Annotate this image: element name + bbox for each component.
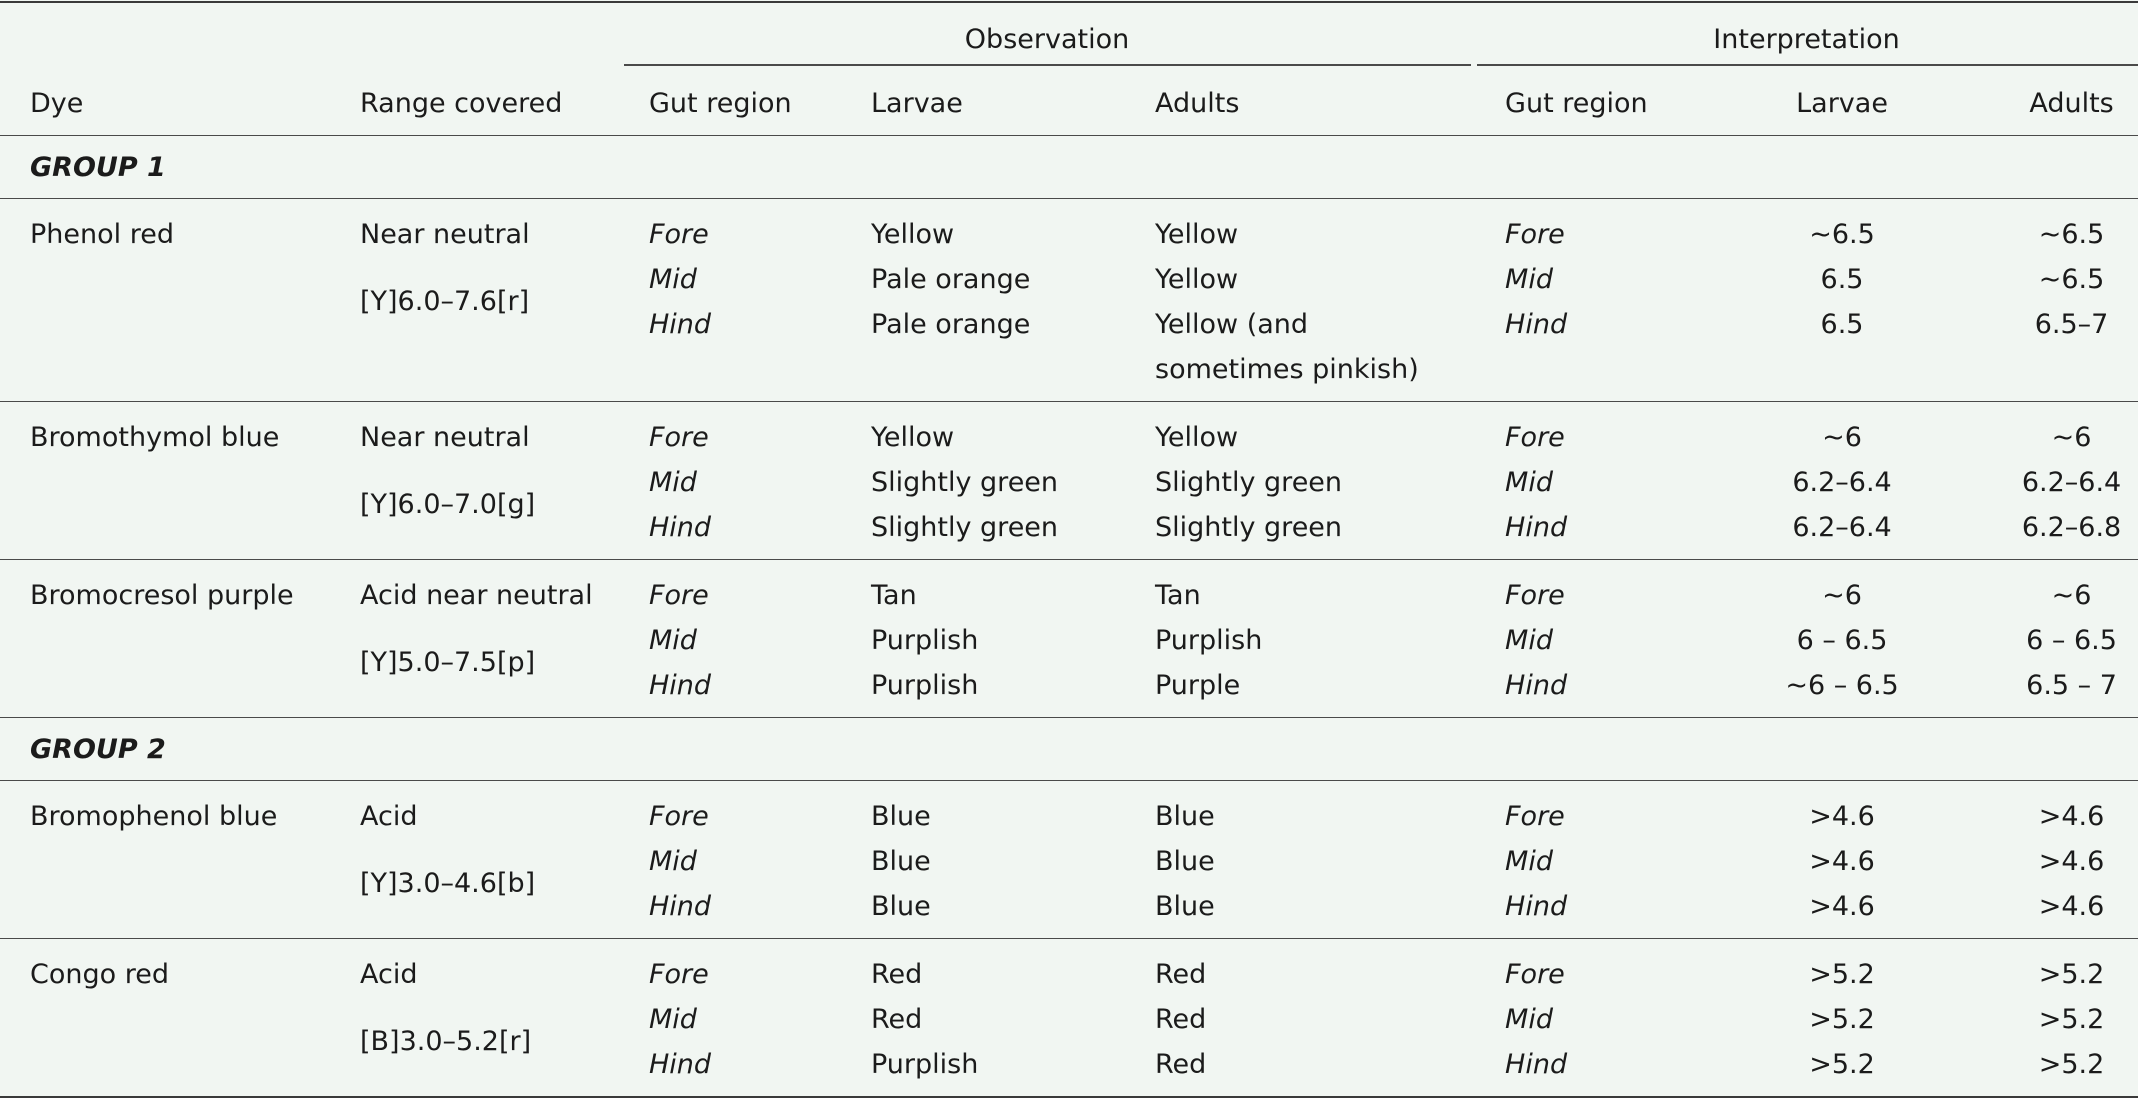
group-label: GROUP 1 xyxy=(30,151,166,183)
group-label: GROUP 2 xyxy=(30,733,166,765)
obs-adults-value-list xyxy=(1155,560,1475,717)
dye-cell-content xyxy=(30,560,330,627)
range-cell xyxy=(330,560,619,718)
int-gut-region-cell xyxy=(1475,939,1737,1098)
dye-cell-content xyxy=(30,199,330,266)
obs-adults-value: Yellow xyxy=(1155,219,1239,250)
obs-gut-region-list xyxy=(649,402,841,559)
range-value: [Y]5.0–7.5[p] xyxy=(360,647,536,678)
int-adults-value-cell xyxy=(1947,939,2138,1098)
obs-gut-region-list xyxy=(649,781,841,938)
observation-underline xyxy=(624,64,1471,66)
dye-cell xyxy=(0,939,330,1098)
range-value: [Y]3.0–4.6[b] xyxy=(360,868,536,899)
obs-larvae-value: Pale orange xyxy=(871,264,1031,295)
obs-adults-column-header: Adults xyxy=(1155,87,1240,119)
header-column-row xyxy=(0,71,2138,136)
int-gut-region: Mid xyxy=(1505,264,1553,295)
table-row xyxy=(0,402,2138,560)
dye-cell xyxy=(0,560,330,718)
obs-larvae-value: Blue xyxy=(871,801,931,832)
obs-gut-region: Hind xyxy=(649,309,712,340)
int-gut-region: Hind xyxy=(1505,1049,1568,1080)
header-group-row xyxy=(0,2,2138,71)
int-larvae-value: 6.5 xyxy=(1820,309,1864,340)
int-gut-region: Mid xyxy=(1505,467,1553,498)
obs-larvae-value-list xyxy=(871,199,1125,356)
int-gut-region: Hind xyxy=(1505,891,1568,922)
int-adults-value-list xyxy=(2005,560,2138,717)
range-value: [Y]6.0–7.0[g] xyxy=(360,489,536,520)
int-adults-value-list xyxy=(2005,199,2138,356)
obs-gut-region: Hind xyxy=(649,670,712,701)
int-adults-value: 6.5 – 7 xyxy=(2026,670,2117,701)
obs-gut-region: Fore xyxy=(649,801,709,832)
dye-cell-content xyxy=(30,781,330,848)
range-cell-content xyxy=(360,560,619,694)
obs-gut-region: Hind xyxy=(649,512,712,543)
obs-adults-value-cell xyxy=(1125,199,1475,402)
obs-gut-region: Mid xyxy=(649,846,697,877)
obs-larvae-column-header: Larvae xyxy=(871,87,963,119)
obs-adults-value: Tan xyxy=(1155,580,1201,611)
int-larvae-value-cell xyxy=(1737,560,1947,718)
range-spacer xyxy=(360,460,619,482)
int-larvae-value: >4.6 xyxy=(1809,801,1875,832)
int-larvae-value: 6 – 6.5 xyxy=(1796,625,1888,656)
range-cell-content xyxy=(360,781,619,915)
obs-gut-region: Fore xyxy=(649,959,709,990)
int-gut-region: Hind xyxy=(1505,512,1568,543)
obs-larvae-value-cell xyxy=(841,402,1125,560)
obs-adults-value-list xyxy=(1155,402,1475,559)
int-adults-value-list xyxy=(2005,781,2138,938)
int-adults-value: >5.2 xyxy=(2038,959,2105,990)
int-gut-region-list xyxy=(1505,402,1737,559)
range-cell-content xyxy=(360,402,619,536)
obs-gut-region-cell xyxy=(619,939,841,1098)
ph-dye-table xyxy=(0,1,2138,1098)
obs-larvae-value: Red xyxy=(871,1004,923,1035)
obs-larvae-value: Yellow xyxy=(871,422,955,453)
obs-gut-region-list xyxy=(649,199,841,356)
table-row xyxy=(0,560,2138,718)
int-adults-value: 6.5–7 xyxy=(2034,309,2109,340)
int-larvae-value: 6.2–6.4 xyxy=(1792,467,1892,498)
table-row xyxy=(0,939,2138,1098)
obs-adults-value: Yellow xyxy=(1155,422,1239,453)
obs-larvae-value: Purplish xyxy=(871,670,979,701)
range-spacer xyxy=(360,839,619,861)
obs-gut-region: Mid xyxy=(649,264,697,295)
int-adults-value: >4.6 xyxy=(2038,801,2105,832)
int-larvae-value: ∼6 xyxy=(1822,580,1862,611)
obs-adults-value-list xyxy=(1155,199,1475,401)
obs-larvae-value: Yellow xyxy=(871,219,955,250)
int-adults-value: ∼6.5 xyxy=(2038,264,2105,295)
int-gut-column-header: Gut region xyxy=(1505,87,1648,119)
obs-adults-value: Slightly green xyxy=(1155,512,1343,543)
int-larvae-value: ∼6 xyxy=(1822,422,1862,453)
obs-adults-value-list xyxy=(1155,781,1475,938)
obs-adults-value: sometimes pinkish) xyxy=(1155,354,1419,385)
obs-adults-value: Yellow (and xyxy=(1155,309,1309,340)
obs-gut-region-cell xyxy=(619,402,841,560)
int-larvae-value-cell xyxy=(1737,199,1947,402)
int-larvae-column-header: Larvae xyxy=(1796,87,1888,119)
int-gut-region: Fore xyxy=(1505,580,1565,611)
range-spacer xyxy=(360,618,619,640)
table-row xyxy=(0,199,2138,402)
obs-gut-region: Mid xyxy=(649,467,697,498)
obs-adults-value-cell xyxy=(1125,402,1475,560)
range-cell xyxy=(330,402,619,560)
int-larvae-value: >5.2 xyxy=(1809,1004,1875,1035)
int-adults-value: >5.2 xyxy=(2038,1004,2105,1035)
int-gut-region-cell xyxy=(1475,560,1737,718)
int-larvae-value: 6.5 xyxy=(1820,264,1864,295)
obs-larvae-value: Blue xyxy=(871,846,931,877)
obs-larvae-value: Slightly green xyxy=(871,467,1059,498)
obs-adults-value: Yellow xyxy=(1155,264,1239,295)
int-adults-value-list xyxy=(2005,939,2138,1096)
int-adults-value: ∼6.5 xyxy=(2038,219,2105,250)
interpretation-underline xyxy=(1477,64,2138,66)
obs-adults-value-cell xyxy=(1125,560,1475,718)
obs-adults-value: Red xyxy=(1155,1004,1207,1035)
obs-adults-value: Slightly green xyxy=(1155,467,1343,498)
obs-gut-region: Hind xyxy=(649,891,712,922)
int-gut-region: Fore xyxy=(1505,801,1565,832)
int-adults-value: >5.2 xyxy=(2038,1049,2105,1080)
int-gut-region: Fore xyxy=(1505,959,1565,990)
range-description: Acid xyxy=(360,801,418,832)
int-larvae-value-cell xyxy=(1737,781,1947,939)
dye-name: Phenol red xyxy=(30,219,174,250)
obs-adults-value: Purple xyxy=(1155,670,1241,701)
obs-larvae-value: Tan xyxy=(871,580,917,611)
obs-larvae-value: Blue xyxy=(871,891,931,922)
range-value: [Y]6.0–7.6[r] xyxy=(360,286,530,317)
int-adults-value: 6.2–6.8 xyxy=(2021,512,2122,543)
range-description: Acid near neutral xyxy=(360,580,593,611)
dye-cell xyxy=(0,402,330,560)
obs-adults-value: Blue xyxy=(1155,891,1215,922)
obs-gut-region: Hind xyxy=(649,1049,712,1080)
obs-gut-region-cell xyxy=(619,781,841,939)
range-description: Near neutral xyxy=(360,219,530,250)
int-adults-value: >4.6 xyxy=(2038,891,2105,922)
obs-larvae-value: Pale orange xyxy=(871,309,1031,340)
obs-larvae-value-cell xyxy=(841,781,1125,939)
int-gut-region: Fore xyxy=(1505,422,1565,453)
dye-column-header: Dye xyxy=(30,87,84,119)
int-adults-value: 6.2–6.4 xyxy=(2021,467,2122,498)
int-larvae-value-list xyxy=(1737,199,1947,356)
int-gut-region: Mid xyxy=(1505,846,1553,877)
obs-adults-value: Red xyxy=(1155,1049,1207,1080)
int-gut-region: Hind xyxy=(1505,670,1568,701)
obs-larvae-value-list xyxy=(871,560,1125,717)
obs-gut-region: Mid xyxy=(649,625,697,656)
int-larvae-value: >5.2 xyxy=(1809,1049,1875,1080)
int-gut-region-list xyxy=(1505,199,1737,356)
obs-gut-region-cell xyxy=(619,199,841,402)
int-adults-value-list xyxy=(2005,402,2138,559)
int-gut-region: Mid xyxy=(1505,1004,1553,1035)
int-larvae-value-cell xyxy=(1737,939,1947,1098)
range-description: Acid xyxy=(360,959,418,990)
int-adults-value-cell xyxy=(1947,402,2138,560)
dye-name: Bromothymol blue xyxy=(30,422,280,453)
obs-larvae-value-cell xyxy=(841,199,1125,402)
obs-larvae-value-list xyxy=(871,781,1125,938)
dye-cell xyxy=(0,199,330,402)
range-spacer xyxy=(360,257,619,279)
range-cell-content xyxy=(360,939,619,1073)
int-larvae-value-list xyxy=(1737,939,1947,1096)
int-larvae-value: ∼6 – 6.5 xyxy=(1785,670,1899,701)
int-adults-value: ∼6 xyxy=(2051,422,2092,453)
int-gut-region-cell xyxy=(1475,402,1737,560)
obs-gut-region: Mid xyxy=(649,1004,697,1035)
range-value: [B]3.0–5.2[r] xyxy=(360,1026,532,1057)
obs-gut-region-cell xyxy=(619,560,841,718)
dye-cell-content xyxy=(30,402,330,469)
obs-larvae-value-cell xyxy=(841,939,1125,1098)
int-adults-column-header: Adults xyxy=(2029,87,2114,119)
obs-adults-value-cell xyxy=(1125,781,1475,939)
int-adults-value: >4.6 xyxy=(2038,846,2105,877)
group-row xyxy=(0,136,2138,199)
int-adults-value: 6 – 6.5 xyxy=(2026,625,2117,656)
int-larvae-value: >4.6 xyxy=(1809,891,1875,922)
obs-adults-value: Red xyxy=(1155,959,1207,990)
obs-adults-value-list xyxy=(1155,939,1475,1096)
observation-header: Observation xyxy=(964,23,1130,55)
interpretation-header: Interpretation xyxy=(1713,23,1900,55)
int-larvae-value: >4.6 xyxy=(1809,846,1875,877)
obs-adults-value: Purplish xyxy=(1155,625,1263,656)
obs-larvae-value-cell xyxy=(841,560,1125,718)
int-gut-region-cell xyxy=(1475,199,1737,402)
obs-gut-region-list xyxy=(649,939,841,1096)
int-larvae-value: >5.2 xyxy=(1809,959,1875,990)
table-body xyxy=(0,136,2138,1098)
obs-larvae-value: Purplish xyxy=(871,625,979,656)
int-adults-value-cell xyxy=(1947,199,2138,402)
int-larvae-value-cell xyxy=(1737,402,1947,560)
range-description: Near neutral xyxy=(360,422,530,453)
int-gut-region-cell xyxy=(1475,781,1737,939)
obs-gut-region: Fore xyxy=(649,422,709,453)
int-adults-value-cell xyxy=(1947,560,2138,718)
obs-larvae-value: Slightly green xyxy=(871,512,1059,543)
int-gut-region: Fore xyxy=(1505,219,1565,250)
int-larvae-value: 6.2–6.4 xyxy=(1792,512,1892,543)
range-cell xyxy=(330,781,619,939)
int-gut-region-list xyxy=(1505,939,1737,1096)
dye-name: Bromocresol purple xyxy=(30,580,294,611)
int-gut-region: Hind xyxy=(1505,309,1568,340)
int-gut-region-list xyxy=(1505,560,1737,717)
range-cell-content xyxy=(360,199,619,333)
int-larvae-value-list xyxy=(1737,781,1947,938)
obs-adults-value: Blue xyxy=(1155,846,1215,877)
obs-larvae-value: Purplish xyxy=(871,1049,979,1080)
int-gut-region: Mid xyxy=(1505,625,1553,656)
obs-adults-value: Blue xyxy=(1155,801,1215,832)
obs-gut-region: Fore xyxy=(649,219,709,250)
obs-gut-region-list xyxy=(649,560,841,717)
range-cell xyxy=(330,199,619,402)
dye-name: Bromophenol blue xyxy=(30,801,278,832)
int-larvae-value-list xyxy=(1737,402,1947,559)
int-gut-region-list xyxy=(1505,781,1737,938)
int-larvae-value: ∼6.5 xyxy=(1809,219,1875,250)
obs-gut-region: Fore xyxy=(649,580,709,611)
dye-cell-content xyxy=(30,939,330,1006)
dye-name: Congo red xyxy=(30,959,169,990)
group-row xyxy=(0,718,2138,781)
range-spacer xyxy=(360,997,619,1019)
obs-larvae-value-list xyxy=(871,939,1125,1096)
int-adults-value: ∼6 xyxy=(2051,580,2092,611)
table-row xyxy=(0,781,2138,939)
int-adults-value-cell xyxy=(1947,781,2138,939)
obs-larvae-value-list xyxy=(871,402,1125,559)
dye-cell xyxy=(0,781,330,939)
obs-adults-value-cell xyxy=(1125,939,1475,1098)
range-cell xyxy=(330,939,619,1098)
range-column-header: Range covered xyxy=(360,87,563,119)
int-larvae-value-list xyxy=(1737,560,1947,717)
obs-larvae-value: Red xyxy=(871,959,923,990)
obs-gut-column-header: Gut region xyxy=(649,87,792,119)
